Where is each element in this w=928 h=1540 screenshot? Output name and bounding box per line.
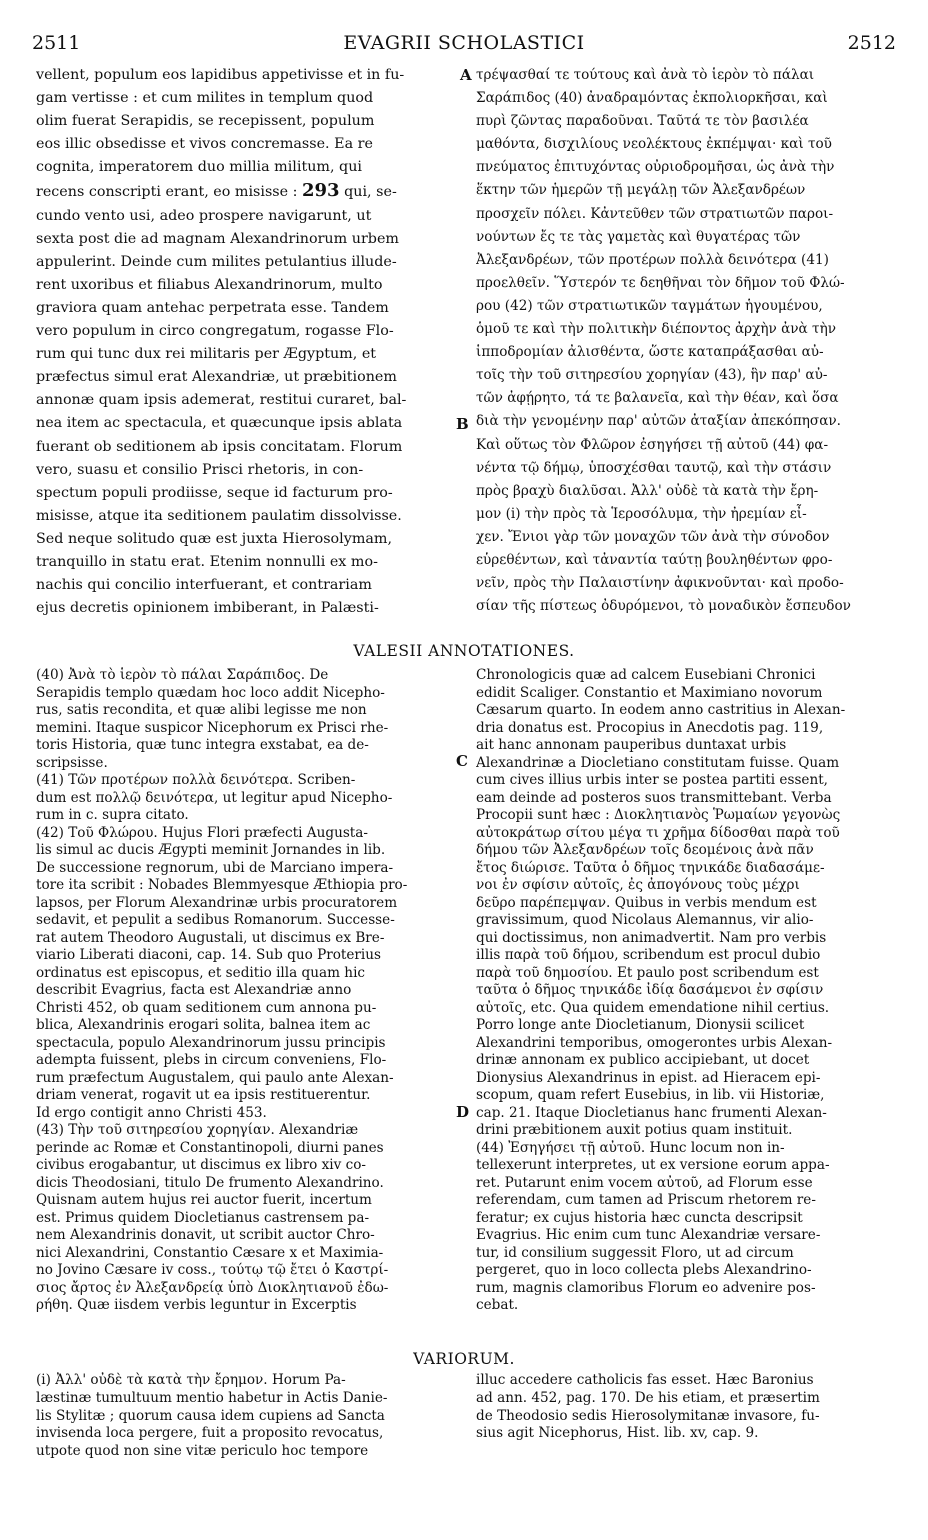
greek-line: μαθόντα, δισχιλίους νεολέκτους ἐκπέμψαι· καὶ τοῦ [476, 136, 832, 153]
annotation-line: lis simul ac ducis Ægypti meminit Jornandes in lib. [36, 842, 386, 858]
annotation-line: qui doctissimus, non animadvertit. Nam pro verbis [476, 929, 827, 946]
latin-line: Sed neque solitudo quæ est juxta Hierosolymam, [36, 530, 392, 547]
annotation-line: Dionysius Alexandrinus in epist. ad Hieracem epi- [476, 1069, 821, 1086]
annotation-line: ret. Putarunt enim vocem αὐτοῦ, ad Florum esse [476, 1174, 813, 1191]
annotation-line: Porro longe ante Diocletianum, Dionysii scilicet [476, 1017, 805, 1033]
latin-line: cognita, imperatorem duo millia militum, qui [36, 159, 362, 176]
annotation-line: edidit Scaliger. Constantio et Maximiano novorum [476, 684, 823, 701]
annotation-line: rum, magnis clamoribus Florum eo advenire pos- [476, 1279, 816, 1296]
greek-line: πυρὶ ζῶντας παραδοῦναι. Ταῦτά τε τὸν βασιλέα [476, 113, 809, 130]
annotations-left-column [36, 667, 456, 1315]
annotation-line: αὐτοῖς, etc. Qua quidem emendatione nihil certius. [476, 999, 830, 1016]
latin-translation-column [36, 64, 454, 620]
annotation-line: δήμου τῶν Ἀλεξανδρέων τοῖς δεομένοις ἀνὰ πᾶν [476, 842, 814, 858]
greek-line: τῶν ἀφῄρητο, τά τε βαλανεῖα, καὶ τὴν θέαν, καὶ ὅσα [476, 390, 839, 407]
annotation-line: nici Alexandrini, Constantio Cæsare x et Maximia- [36, 1244, 384, 1261]
greek-line: ἕκτην τῶν ἡμερῶν τῇ μεγάλῃ τῶν Ἀλεξανδρέων [476, 182, 806, 199]
latin-line: vero populum in circo congregatum, rogasse Flo- [36, 323, 394, 340]
greek-line: νούντων ἔς τε τὰς γαμετὰς καὶ θυγατέρας τῶν [476, 228, 801, 245]
variorum-left-column [36, 1372, 456, 1461]
annotation-line: Quisnam autem hujus rei auctor fuerit, incertum [36, 1192, 372, 1208]
greek-line: σίαν τῆς πίστεως ὀδυρόμενοι, τὸ μοναδικὸν ἔσπευδον [476, 598, 851, 615]
page-number-left: 2511 [32, 32, 81, 54]
annotation-line: tore ita scribit : Nobades Blemmyesque Æthiopia pro- [36, 877, 408, 893]
variorum-line: utpote quod non sine vitæ periculo hoc tempore [36, 1443, 369, 1460]
annotation-line: pergeret, quo in loco collecta plebs Alexandrino- [476, 1262, 812, 1278]
greek-line: πρὸς βραχὺ διαλῦσαι. Ἀλλ' οὐδὲ τὰ κατὰ τὴν ἔρη- [476, 482, 819, 499]
latin-line: cundo vento usi, adeo prospere navigarunt, ut [36, 207, 372, 224]
greek-line: εὑρεθέντων, καὶ τἀναντία ταύτῃ βουληθέντων φρο- [476, 551, 833, 568]
annotation-line: drinæ annonam ex publico accipiebant, ut docet [476, 1052, 810, 1068]
greek-line: προελθεῖν. Ὕστερόν τε δεηθῆναι τὸν δῆμον τοῦ Φλώ- [476, 274, 845, 291]
annotation-line: spectacula, populo Alexandrinorum jussu principis [36, 1034, 386, 1051]
annotation-line: rus, satis recondita, et quæ alibi legisse me non [36, 702, 367, 718]
annotation-line: cebat. [476, 1297, 519, 1313]
latin-line-tail: qui, se- [344, 184, 397, 201]
variorum-line: de Theodosio sedis Hierosolymitanæ invasore, fu- [476, 1407, 820, 1424]
annotation-line: δεῦρο παρέπεμψαν. Quibus in verbis mendum est [476, 894, 817, 911]
latin-line: spectum populi prodiisse, seque id facturum pro- [36, 484, 393, 501]
variorum-line: sius agit Nicephorus, Hist. lib. xv, cap. 9. [476, 1425, 759, 1442]
annotation-line: cap. 21. Itaque Diocletianus hanc frumenti Alexan- [476, 1104, 827, 1121]
annotation-line: sedavit, et pepulit a sedibus Romanorum. Successe- [36, 912, 395, 928]
annotation-line: toris Historia, quæ tunc integra exstabat, ea de- [36, 737, 369, 753]
annotation-line: nem Alexandrinis donavit, ut scribit auctor Chro- [36, 1227, 375, 1243]
latin-line: ejus decretis opinionem imbiberant, in Palæsti- [36, 600, 379, 617]
greek-line: Ἀλεξανδρέων, τῶν προτέρων πολλὰ δεινότερα (41) [476, 251, 829, 268]
annotation-line: rum præfectum Augustalem, qui paulo ante Alexan- [36, 1069, 394, 1086]
latin-line: annonæ quam ipsis ademerat, restitui curaret, bal- [36, 392, 407, 409]
variorum-line: læstinæ tumultuum mentio habetur in Actis Danie- [36, 1389, 388, 1406]
latin-line: fuerant ob seditionem ab ipsis concitatam. Florum [36, 438, 403, 455]
annotation-line: est. Primus quidem Diocletianus castrensem pa- [36, 1209, 370, 1226]
annotation-line: Alexandrinæ a Diocletiano constitutam fuisse. Quam [476, 754, 840, 771]
annotation-line: blica, Alexandrinis erogari solita, balnea item ac [36, 1017, 371, 1033]
annotation-line: Id ergo contigit anno Christi 453. [36, 1104, 267, 1121]
annotation-line: lapsos, per Florum Alexandrinæ urbis procuratorem [36, 894, 398, 911]
annotation-line: (44) Ἐσηγήσει τῇ αὐτοῦ. Hunc locum non in- [476, 1139, 785, 1156]
annotation-line: referendam, cum tamen ad Priscum rhetorem re- [476, 1192, 816, 1208]
annotation-line: scripsisse. [36, 754, 108, 771]
greek-text-column [476, 64, 894, 618]
annotation-line: tellexerunt interpretes, ut ex versione eorum appa- [476, 1157, 830, 1173]
latin-line: appulerint. Deinde cum milites petulantius illude- [36, 253, 397, 270]
annotations-right-column [476, 667, 896, 1315]
variorum-line: (i) Ἀλλ' οὐδὲ τὰ κατὰ τὴν ἔρημον. Horum Pa- [36, 1372, 346, 1388]
greek-line: νεῖν, πρὸς τὴν Παλαιστίνην ἀφικνοῦνται· καὶ προδο- [476, 575, 844, 592]
annotation-line: driam venerat, rogavit ut ea ipsis restituerentur. [36, 1087, 371, 1103]
annotation-line: ταῦτα ὁ δῆμος τηνικάδε ἰδίᾳ δασάμενοι ἐν σφίσιν [476, 982, 824, 998]
annotation-line: dicis Theodosiani, titulo De frumento Alexandrino. [36, 1174, 384, 1191]
annotation-line: αὐτοκράτωρ σίτου μέγα τι χρῆμα δίδοσθαι παρὰ τοῦ [476, 824, 840, 841]
annotation-line: illis παρὰ τοῦ δήμου, scribendum est procul dubio [476, 947, 821, 963]
annotation-line: ait hanc annonam pauperibus duntaxat urbis [476, 737, 787, 753]
annotation-line: De successione regnorum, ubi de Marciano impera- [36, 859, 394, 876]
variorum-line: invisenda loca pergere, fuit a proposito revocatus, [36, 1425, 384, 1442]
greek-line: τοῖς τὴν τοῦ σιτηρεσίου χορηγίαν (43), ἣν παρ' αὐ- [476, 367, 828, 384]
annotation-line: (43) Τὴν τοῦ σιτηρεσίου χορηγίαν. Alexandriæ [36, 1122, 359, 1138]
annotation-line: drini præbitionem auxit potius quam instituit. [476, 1122, 793, 1138]
margin-letter-b: B [456, 415, 469, 433]
greek-line: ὁμοῦ τε καὶ τὴν πολιτικὴν διέποντος ἀρχὴν ἀνὰ τὴν [476, 321, 836, 338]
annotation-line: cum cives illius urbis inter se postea partiti essent, [476, 772, 828, 788]
greek-line: προσχεῖν πόλει. Κἀντεῦθεν τῶν στρατιωτῶν παροι- [476, 205, 834, 222]
annotation-line: perinde ac Romæ et Constantinopoli, diurni panes [36, 1139, 384, 1156]
annotation-line: describit Evagrius, facta est Alexandriæ anno [36, 982, 352, 998]
latin-line: præfectus simul erat Alexandriæ, ut præbitionem [36, 369, 397, 386]
greek-line: ρου (42) τῶν στρατιωτικῶν ταγμάτων ἡγουμένου, [476, 297, 823, 314]
annotation-line: eam deinde ad posteros suos transmittebant. Verba [476, 789, 832, 806]
annotation-line: Cæsarum quarto. In eodem anno castritius in Alexan- [476, 702, 846, 718]
greek-line: Σαράπιδος (40) ἀναδραμόντας ἐκπολιορκῆσαι, καὶ [476, 90, 828, 107]
annotation-line: (42) Τοῦ Φλώρου. Hujus Flori præfecti Augusta- [36, 824, 368, 841]
annotation-line: tur, id consilium suggessit Floro, ut ad circum [476, 1244, 794, 1261]
variorum-line: lis Stylitæ ; quorum causa idem cupiens ad Sancta [36, 1407, 385, 1424]
variorum-heading: VARIORUM. [413, 1350, 515, 1368]
greek-line: νέντα τῷ δήμῳ, ὑποσχέσθαι ταυτῷ, καὶ τὴν στάσιν [476, 459, 832, 476]
annotation-line: dria donatus est. Procopius in Anecdotis pag. 119, [476, 719, 824, 736]
annotation-line: (41) Τῶν προτέρων πολλὰ δεινότερα. Scriben- [36, 772, 356, 788]
latin-line: sexta post die ad magnam Alexandrinorum urbem [36, 230, 399, 247]
latin-line: graviora quam antehac perpetrata esse. Tandem [36, 299, 389, 316]
variorum-line: illuc accedere catholicis fas esset. Hæc Baronius [476, 1372, 814, 1388]
annotation-line: παρὰ τοῦ δημοσίου. Et paulo post scribendum est [476, 964, 819, 981]
annotation-line: no Jovino Cæsare iv coss., τούτῳ τῷ ἔτει ὁ Καστρί- [36, 1262, 389, 1278]
latin-line: eos illic obsedisse et vivos concremasse. Ea re [36, 136, 373, 153]
annotation-line: νοι ἐν σφίσιν αὐτοῖς, ἐς ἀπογόνους τοὺς μέχρι [476, 877, 800, 893]
margin-letter-c: C [456, 752, 468, 770]
running-title: EVAGRII SCHOLASTICI [343, 32, 585, 54]
column-number: 293 [302, 180, 340, 202]
latin-line: vero, suasu et consilio Prisci rhetoris, in con- [36, 461, 364, 478]
latin-line: misisse, atque ita seditionem paulatim dissolvisse. [36, 507, 402, 524]
greek-line: πνεύματος ἐπιτυχόντας οὐριοδρομῆσαι, ὡς ἀνὰ τὴν [476, 159, 835, 176]
annotation-line: σιος ἄρτος ἐν Ἀλεξανδρείᾳ ὑπὸ Διοκλητιανοῦ ἐδω- [36, 1279, 389, 1296]
annotation-line: Chronologicis quæ ad calcem Eusebiani Chronici [476, 667, 816, 683]
annotation-line: civibus erogabantur, ut discimus ex libro xiv co- [36, 1157, 367, 1173]
greek-line: μον (i) τὴν πρὸς τὰ Ἱεροσόλυμα, τὴν ἠρεμίαν εἶ- [476, 505, 807, 522]
annotation-line: ἔτος διώρισε. Ταῦτα ὁ δῆμος τηνικάδε διαδασάμε- [476, 859, 825, 876]
latin-line: tranquillo in statu erat. Etenim nonnulli ex mo- [36, 553, 378, 570]
latin-line: gam vertisse : et cum milites in templum quod [36, 90, 374, 107]
annotation-line: ρήθη. Quæ iisdem verbis leguntur in Excerptis [36, 1297, 357, 1313]
annotation-line: scopum, quam refert Eusebius, in lib. vii Historiæ, [476, 1087, 825, 1103]
greek-line: Καὶ οὕτως τὸν Φλῶρον ἐσηγήσει τῇ αὐτοῦ (44) φα- [476, 436, 829, 453]
annotation-line: Procopii sunt hæc : Διοκλητιανὸς Ῥωμαίων γεγονὼς [476, 807, 841, 823]
latin-line: olim fuerat Serapidis, se recepissent, populum [36, 113, 375, 130]
annotation-line: rat autem Theodoro Augustali, ut discimus ex Bre- [36, 929, 385, 946]
greek-line: ἱπποδρομίαν ἀλισθέντα, ὥστε καταπράξασθαι αὐ- [476, 344, 824, 361]
latin-line: rum qui tunc dux rei militaris per Ægyptum, et [36, 346, 377, 363]
greek-line: διὰ τὴν γενομένην παρ' αὐτῶν ἀταξίαν ἀπεκόπησαν. [476, 413, 841, 430]
annotation-line: gravissimum, quod Nicolaus Alemannus, vir alio- [476, 912, 814, 928]
valesii-heading: VALESII ANNOTATIONES. [353, 642, 575, 660]
annotation-line: Evagrius. Hic enim cum tunc Alexandriæ versare- [476, 1227, 821, 1243]
greek-line: τρέψασθαί τε τούτους καὶ ἀνὰ τὸ ἱερὸν τὸ πάλαι [476, 67, 815, 83]
annotation-line: viario Liberati diaconi, cap. 14. Sub quo Proterius [36, 947, 382, 963]
page-header [32, 32, 896, 58]
annotation-line: feratur; ex cujus historia hæc cuncta descripsit [476, 1209, 803, 1226]
annotation-line: Alexandrini temporibus, omogerontes urbis Alexan- [476, 1034, 833, 1051]
annotation-line: ordinatus est episcopus, et seditio illa quam hic [36, 964, 366, 981]
latin-line: vellent, populum eos lapidibus appetivisse et in fu- [36, 67, 405, 83]
variorum-line: ad ann. 452, pag. 170. De his etiam, et præsertim [476, 1389, 820, 1406]
variorum-right-column [476, 1372, 896, 1443]
page-number-right: 2512 [847, 32, 896, 54]
latin-line: nachis qui concilio interfuerant, et contrariam [36, 577, 372, 594]
annotation-line: dum est πολλῷ δεινότερα, ut legitur apud Nicepho- [36, 789, 393, 806]
annotation-line: memini. Itaque suspicor Nicephorum ex Prisci rhe- [36, 719, 389, 736]
annotation-line: Serapidis templo quædam hoc loco addit Nicepho- [36, 684, 385, 701]
annotation-line: adempta fuissent, plebs in circum conveniens, Flo- [36, 1052, 387, 1068]
latin-line: recens conscripti erant, eo misisse : 293 qui, se- [36, 180, 397, 202]
annotation-line: (40) Ἀνὰ τὸ ἱερὸν τὸ πάλαι Σαράπιδος. De [36, 667, 329, 683]
margin-letter-d: D [456, 1103, 470, 1121]
annotation-line: Christi 452, ob quam seditionem cum annona pu- [36, 999, 377, 1016]
latin-line: nea item ac spectacula, et quæcunque ipsis ablata [36, 415, 403, 432]
annotation-line: rum in c. supra citato. [36, 807, 189, 823]
margin-letter-a: A [460, 66, 472, 84]
greek-line: χεν. Ἔνιοι γὰρ τῶν μοναχῶν τῶν ἀνὰ τὴν σύνοδον [476, 528, 830, 545]
latin-line: rent uxoribus et filiabus Alexandrinorum, multo [36, 276, 383, 293]
